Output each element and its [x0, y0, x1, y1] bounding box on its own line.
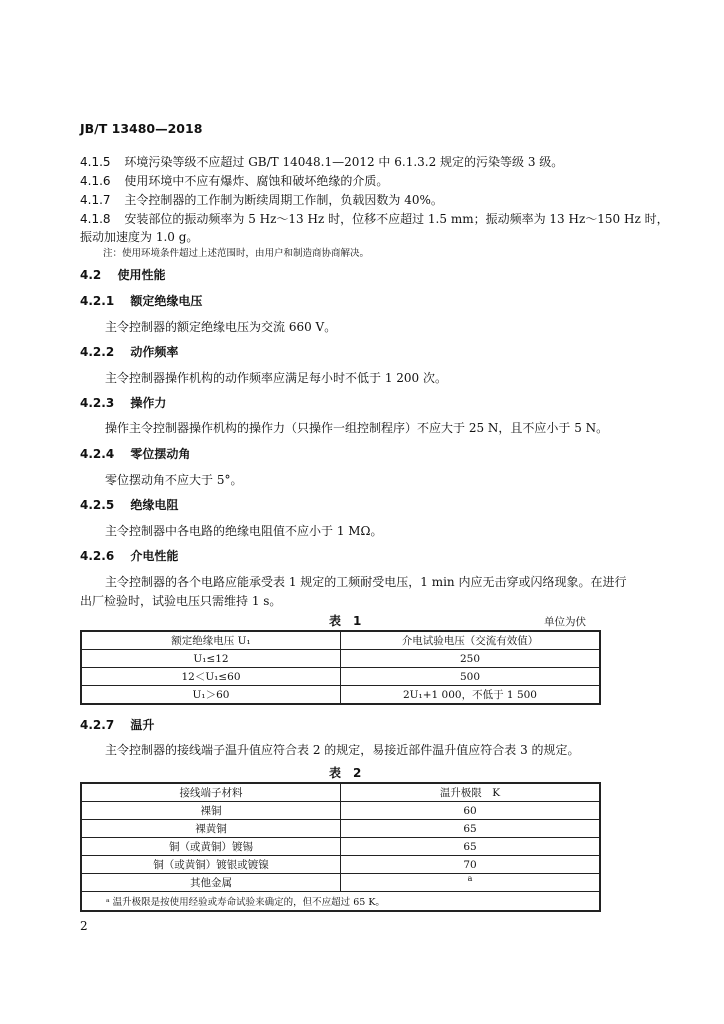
table-row [81, 820, 600, 838]
table-header-row [81, 631, 600, 650]
section-4-2-3-text: 操作主令控制器操作机构的操作力（只操作一组控制程序）不应大于 25 N，且不应小于 5 N。 [105, 421, 609, 435]
table-1 [80, 630, 601, 705]
environment-note: 注：使用环境条件超过上述范围时，由用户和制造商协商解决。 [103, 248, 370, 259]
section-number: 4.2.4 [80, 447, 115, 461]
table-footnote-row [81, 892, 600, 912]
table-1-caption: 表 1 [329, 614, 362, 628]
table-cell: 70 [341, 856, 601, 874]
table-header-cell: 接线端子材料 [81, 783, 341, 802]
section-4-2-5-text: 主令控制器中各电路的绝缘电阻值不应小于 1 MΩ。 [105, 524, 383, 538]
section-title: 操作力 [130, 396, 167, 410]
clause-4-1-8 [80, 210, 669, 227]
table-row [81, 802, 600, 820]
table-cell: 12＜U₁≤60 [81, 668, 341, 686]
section-4-2-6-text-line1: 主令控制器的各个电路应能承受表 1 规定的工频耐受电压，1 min 内应无击穿或闪络现象。在进行 [105, 575, 627, 589]
section-4-2-2-heading [80, 343, 178, 360]
clause-number: 4.1.6 [80, 174, 111, 188]
section-4-2-2-text: 主令控制器操作机构的动作频率应满足每小时不低于 1 200 次。 [105, 371, 447, 385]
table-row [81, 686, 600, 705]
section-number: 4.2 [80, 268, 102, 282]
table-2 [80, 782, 601, 912]
section-4-2-3-heading [80, 394, 166, 411]
section-number: 4.2.3 [80, 396, 115, 410]
section-4-2-4-heading [80, 445, 190, 462]
table-cell: 250 [341, 650, 601, 668]
section-number: 4.2.5 [80, 498, 115, 512]
section-4-2-5-heading [80, 496, 178, 513]
table-row [81, 838, 600, 856]
section-title: 动作频率 [130, 345, 179, 359]
section-title: 额定绝缘电压 [130, 294, 203, 308]
clause-text: 使用环境中不应有爆炸、腐蚀和破坏绝缘的介质。 [124, 174, 389, 188]
section-number: 4.2.2 [80, 345, 115, 359]
table-cell: 60 [341, 802, 601, 820]
page-number: 2 [80, 919, 88, 933]
clause-4-1-8-continued: 振动加速度为 1.0 g。 [80, 230, 199, 244]
table-1-unit: 单位为伏 [544, 616, 586, 628]
table-header-cell: 温升极限 K [341, 783, 601, 802]
table-row [81, 856, 600, 874]
clause-text: 安装部位的振动频率为 5 Hz～13 Hz 时，位移不应超过 1.5 mm；振动频率为 13 Hz～150 Hz 时， [124, 212, 669, 226]
table-cell: 裸铜 [81, 802, 341, 820]
section-4-2-6-heading [80, 547, 178, 564]
table-header-cell: 介电试验电压（交流有效值） [341, 631, 601, 650]
table-2-footnote: ᵃ 温升极限是按使用经验或寿命试验来确定的，但不应超过 65 K。 [81, 892, 600, 912]
table-cell: 裸黄铜 [81, 820, 341, 838]
clause-number: 4.1.7 [80, 193, 111, 207]
table-cell: 65 [341, 820, 601, 838]
table-cell: U₁≤12 [81, 650, 341, 668]
table-cell: U₁＞60 [81, 686, 341, 705]
table-header-cell: 额定绝缘电压 U₁ [81, 631, 341, 650]
table-cell: 2U₁+1 000，不低于 1 500 [341, 686, 601, 705]
table-cell: 500 [341, 668, 601, 686]
table-row [81, 874, 600, 892]
clause-number: 4.1.8 [80, 212, 111, 226]
table-cell: 其他金属 [81, 874, 341, 892]
doc-id-header: JB/T 13480—2018 [80, 121, 203, 136]
section-4-2-1-text: 主令控制器的额定绝缘电压为交流 660 V。 [105, 320, 337, 334]
section-number: 4.2.7 [80, 718, 115, 732]
section-number: 4.2.6 [80, 549, 115, 563]
section-number: 4.2.1 [80, 294, 115, 308]
section-4-2-1-heading [80, 292, 202, 309]
section-title: 温升 [130, 718, 155, 732]
table-cell: 铜（或黄铜）镀银或镀镍 [81, 856, 341, 874]
table-header-row [81, 783, 600, 802]
clause-4-1-6 [80, 172, 388, 189]
table-2-caption: 表 2 [329, 766, 362, 780]
section-4-2-6-text-line2: 出厂检验时，试验电压只需维持 1 s。 [80, 594, 282, 608]
clause-text: 环境污染等级不应超过 GB/T 14048.1—2012 中 6.1.3.2 规定的污染等级 3 级。 [124, 155, 564, 169]
clause-number: 4.1.5 [80, 155, 111, 169]
table-cell: a [341, 874, 601, 892]
clause-4-1-7 [80, 191, 443, 208]
section-title: 使用性能 [117, 268, 166, 282]
table-row [81, 650, 600, 668]
section-4-2-7-text: 主令控制器的接线端子温升值应符合表 2 的规定，易接近部件温升值应符合表 3 的规定。 [105, 743, 580, 757]
clause-text: 主令控制器的工作制为断续周期工作制，负载因数为 40%。 [124, 193, 443, 207]
section-4-2-7-heading [80, 716, 154, 733]
section-4-2-4-text: 零位摆动角不应大于 5°。 [105, 473, 243, 487]
section-title: 零位摆动角 [130, 447, 191, 461]
table-row [81, 668, 600, 686]
table-cell: 65 [341, 838, 601, 856]
section-4-2-heading [80, 266, 165, 283]
section-title: 介电性能 [130, 549, 179, 563]
table-cell: 铜（或黄铜）镀锡 [81, 838, 341, 856]
clause-4-1-5 [80, 153, 563, 170]
section-title: 绝缘电阻 [130, 498, 179, 512]
